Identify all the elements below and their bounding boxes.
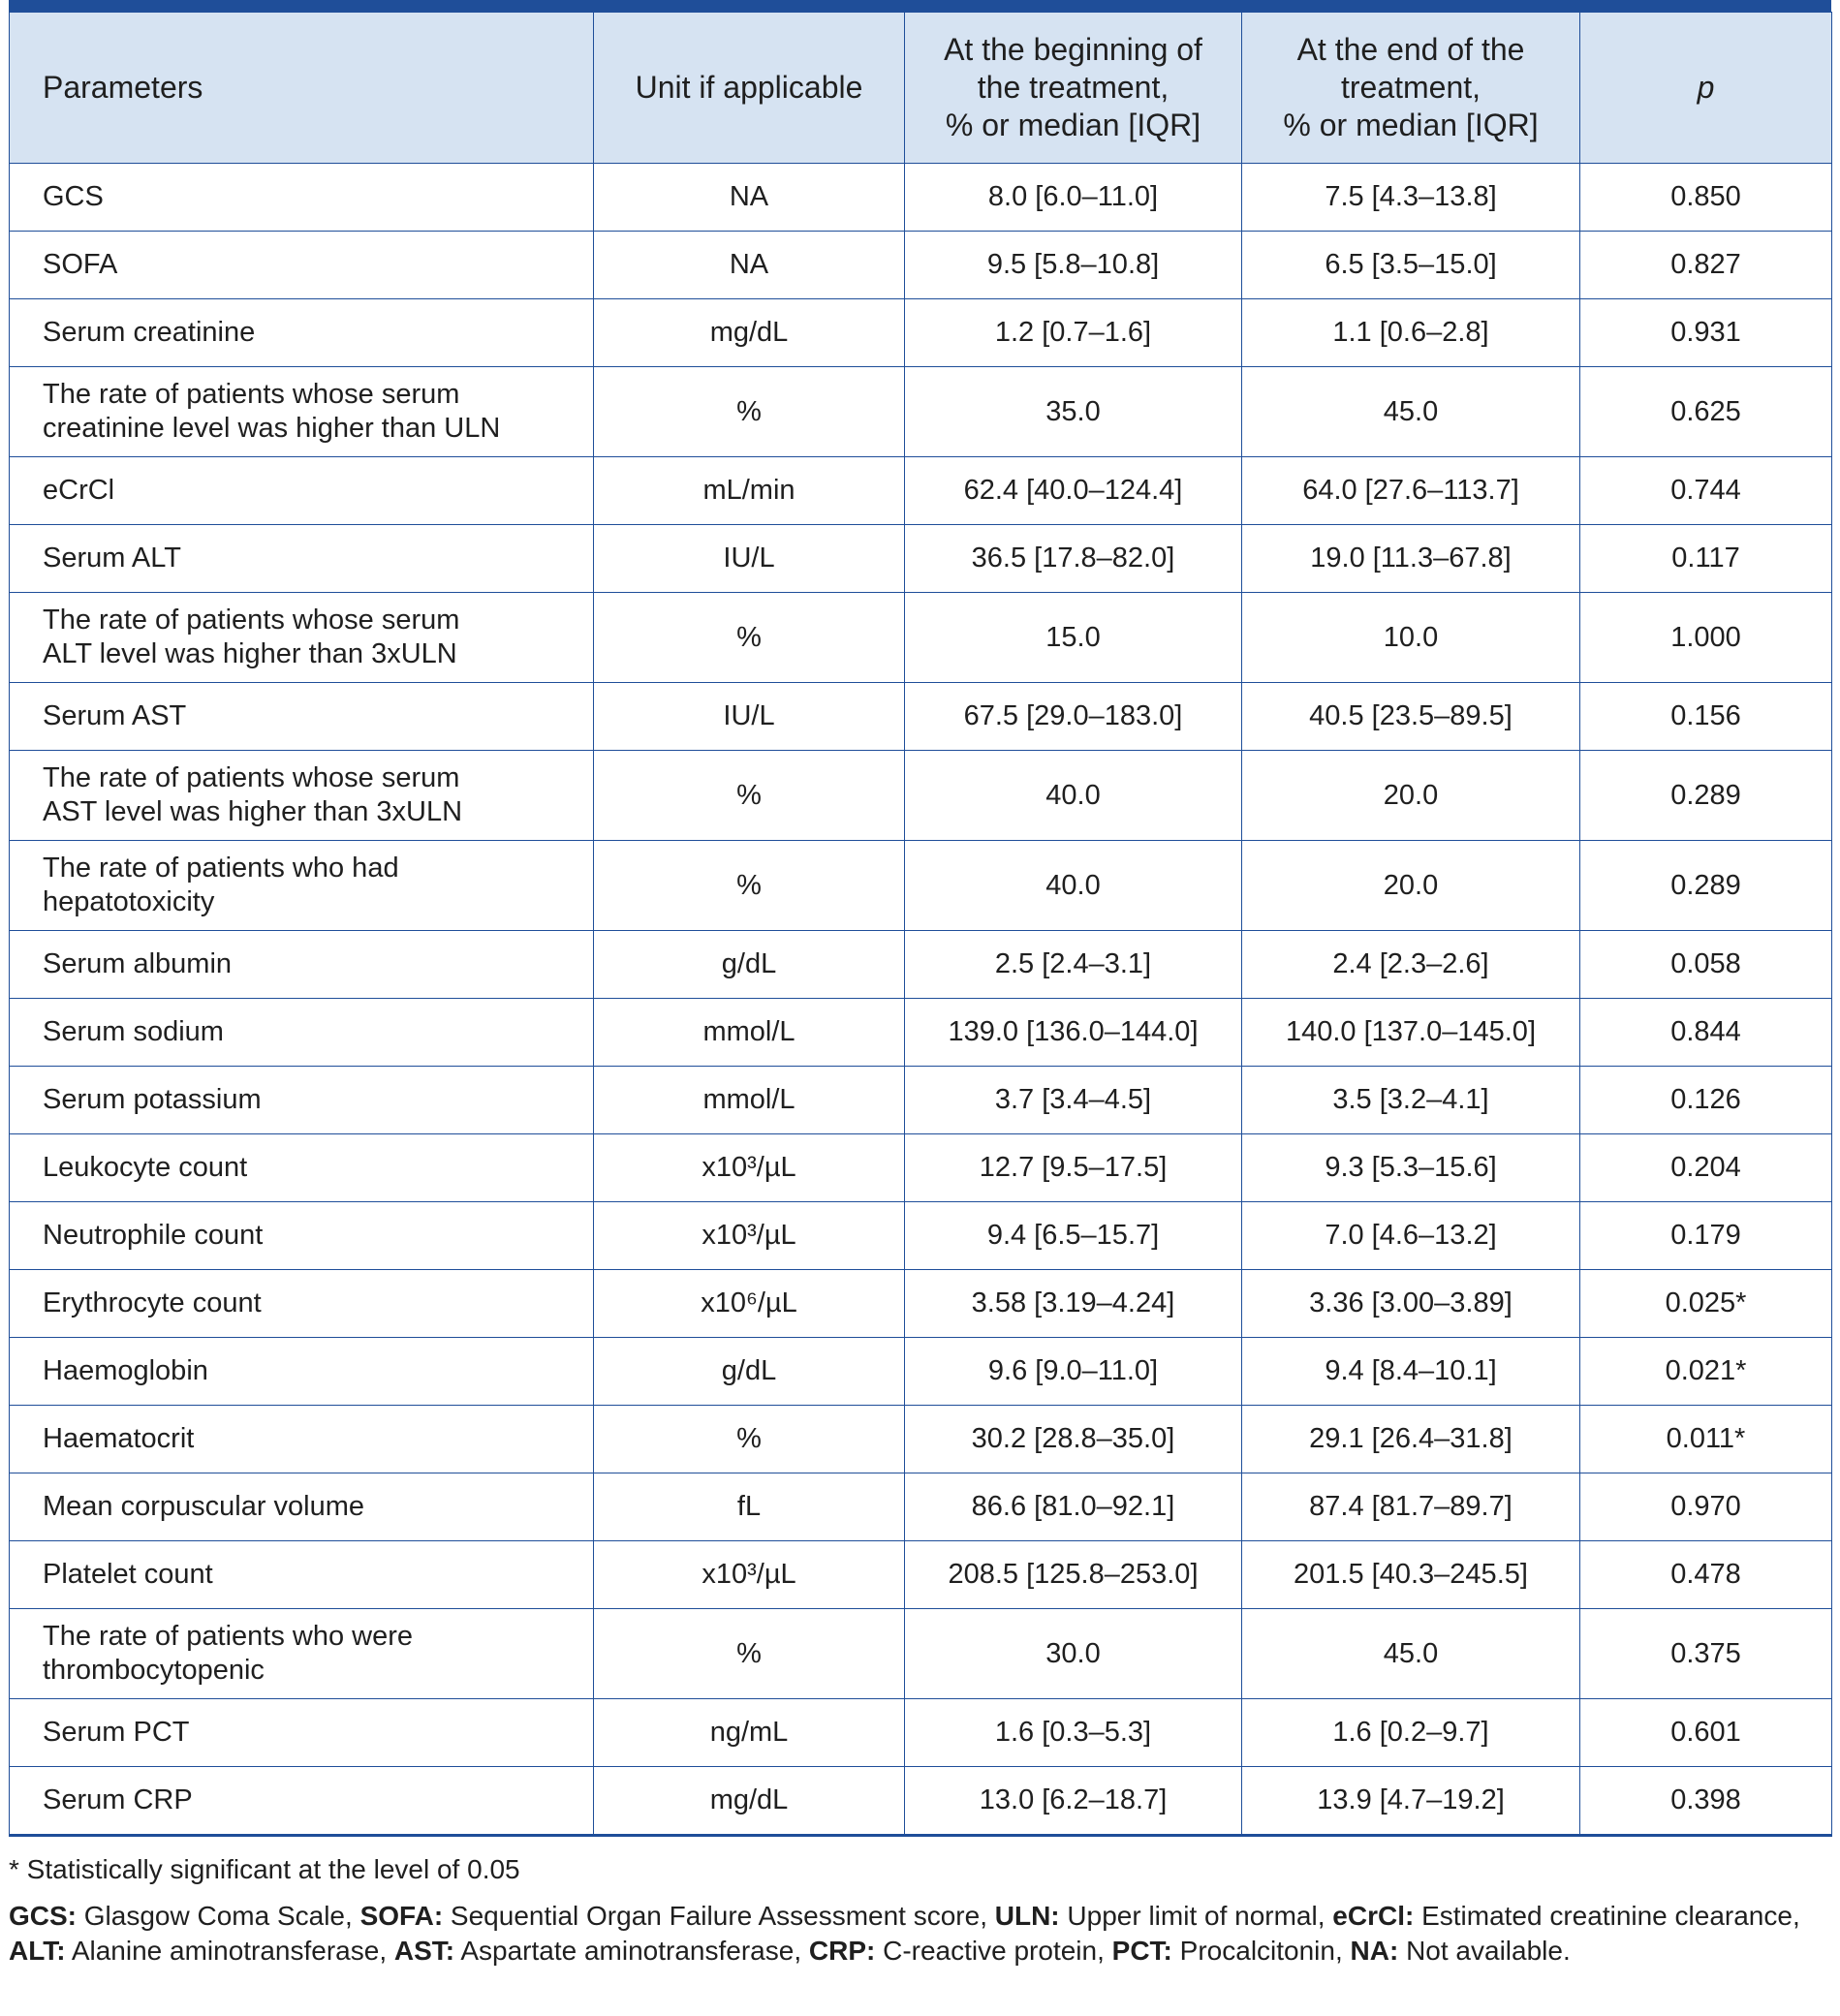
cell-beginning-value: 139.0 [136.0–144.0]: [905, 999, 1242, 1067]
cell-parameter: [10, 683, 594, 751]
abbreviations-note: [9, 1899, 1831, 1969]
cell-beginning-value: 8.0 [6.0–11.0]: [905, 164, 1242, 232]
header-parameters: Parameters: [10, 13, 594, 164]
parameter-line: Serum CRP: [43, 1784, 193, 1815]
cell-unit: IU/L: [594, 683, 905, 751]
cell-unit: IU/L: [594, 525, 905, 593]
cell-unit: x10³/µL: [594, 1134, 905, 1202]
table-header: [10, 13, 1832, 164]
cell-end-value: 19.0 [11.3–67.8]: [1242, 525, 1580, 593]
cell-parameter: [10, 841, 594, 931]
abbreviation-term: NA:: [1350, 1936, 1399, 1966]
cell-unit: mmol/L: [594, 999, 905, 1067]
cell-unit: mmol/L: [594, 1067, 905, 1134]
abbreviation-definition: Upper limit of normal,: [1059, 1901, 1333, 1931]
cell-parameter: [10, 1134, 594, 1202]
parameter-line: creatinine level was higher than ULN: [43, 413, 501, 444]
parameter-line: AST level was higher than 3xULN: [43, 796, 463, 827]
cell-unit: x10³/µL: [594, 1541, 905, 1609]
cell-beginning-value: 67.5 [29.0–183.0]: [905, 683, 1242, 751]
table-row: [10, 593, 1832, 683]
cell-end-value: 3.36 [3.00–3.89]: [1242, 1270, 1580, 1338]
cell-beginning-value: 3.7 [3.4–4.5]: [905, 1067, 1242, 1134]
parameter-line: ALT level was higher than 3xULN: [43, 638, 457, 669]
cell-parameter: [10, 457, 594, 525]
abbreviation-term: eCrCl:: [1332, 1901, 1415, 1931]
cell-beginning-value: 9.4 [6.5–15.7]: [905, 1202, 1242, 1270]
cell-p-value: 0.850: [1580, 164, 1832, 232]
table-row: [10, 1699, 1832, 1767]
cell-unit: NA: [594, 164, 905, 232]
cell-parameter: [10, 1270, 594, 1338]
cell-beginning-value: 3.58 [3.19–4.24]: [905, 1270, 1242, 1338]
table-row: [10, 1202, 1832, 1270]
cell-beginning-value: 40.0: [905, 751, 1242, 841]
parameter-line: SOFA: [43, 249, 118, 280]
cell-end-value: 9.4 [8.4–10.1]: [1242, 1338, 1580, 1406]
table-container: [9, 0, 1831, 1969]
table-row: [10, 1338, 1832, 1406]
table-row: [10, 457, 1832, 525]
cell-parameter: [10, 1541, 594, 1609]
abbreviation-term: CRP:: [808, 1936, 876, 1966]
cell-unit: x10⁶/µL: [594, 1270, 905, 1338]
cell-beginning-value: 86.6 [81.0–92.1]: [905, 1473, 1242, 1541]
cell-beginning-value: 1.2 [0.7–1.6]: [905, 299, 1242, 367]
parameter-line: Serum potassium: [43, 1084, 262, 1115]
table-footnotes: [9, 1852, 1831, 1969]
cell-unit: g/dL: [594, 931, 905, 999]
cell-end-value: 45.0: [1242, 1609, 1580, 1699]
cell-parameter: [10, 1699, 594, 1767]
cell-p-value: 0.126: [1580, 1067, 1832, 1134]
cell-unit: fL: [594, 1473, 905, 1541]
cell-beginning-value: 36.5 [17.8–82.0]: [905, 525, 1242, 593]
cell-parameter: [10, 751, 594, 841]
cell-parameter: [10, 1609, 594, 1699]
cell-p-value: 0.478: [1580, 1541, 1832, 1609]
table-row: [10, 299, 1832, 367]
parameter-line: Platelet count: [43, 1559, 213, 1590]
parameter-line: Serum sodium: [43, 1016, 224, 1047]
cell-p-value: 1.000: [1580, 593, 1832, 683]
cell-parameter: [10, 1473, 594, 1541]
cell-end-value: 3.5 [3.2–4.1]: [1242, 1067, 1580, 1134]
table-row: [10, 1406, 1832, 1473]
table-row: [10, 367, 1832, 457]
abbreviation-term: AST:: [393, 1936, 455, 1966]
results-table: [9, 12, 1832, 1837]
table-row: [10, 1767, 1832, 1836]
parameter-line: Serum PCT: [43, 1717, 190, 1748]
abbreviation-term: ULN:: [994, 1901, 1060, 1931]
abbreviation-definition: Not available.: [1398, 1936, 1571, 1966]
cell-end-value: 87.4 [81.7–89.7]: [1242, 1473, 1580, 1541]
cell-end-value: 13.9 [4.7–19.2]: [1242, 1767, 1580, 1836]
cell-unit: g/dL: [594, 1338, 905, 1406]
table-row: [10, 841, 1832, 931]
table-row: [10, 683, 1832, 751]
table-row: [10, 164, 1832, 232]
cell-parameter: [10, 525, 594, 593]
cell-p-value: 0.970: [1580, 1473, 1832, 1541]
table-row: [10, 1473, 1832, 1541]
parameter-line: eCrCl: [43, 475, 115, 506]
table-row: [10, 1134, 1832, 1202]
parameter-line: Haematocrit: [43, 1423, 195, 1454]
cell-end-value: 20.0: [1242, 841, 1580, 931]
cell-p-value: 0.117: [1580, 525, 1832, 593]
cell-p-value: 0.289: [1580, 841, 1832, 931]
table-row: [10, 232, 1832, 299]
cell-parameter: [10, 367, 594, 457]
parameter-line: hepatotoxicity: [43, 886, 215, 917]
parameter-line: Serum creatinine: [43, 317, 256, 348]
cell-unit: mL/min: [594, 457, 905, 525]
cell-parameter: [10, 931, 594, 999]
cell-parameter: [10, 593, 594, 683]
header-beginning-line: the treatment,: [977, 70, 1169, 105]
cell-beginning-value: 35.0: [905, 367, 1242, 457]
cell-end-value: 7.5 [4.3–13.8]: [1242, 164, 1580, 232]
cell-p-value: 0.398: [1580, 1767, 1832, 1836]
header-end-line: treatment,: [1340, 70, 1481, 105]
cell-end-value: 10.0: [1242, 593, 1580, 683]
cell-end-value: 29.1 [26.4–31.8]: [1242, 1406, 1580, 1473]
abbreviation-term: SOFA:: [359, 1901, 444, 1931]
abbreviation-definition: Procalcitonin,: [1171, 1936, 1351, 1966]
table-row: [10, 1270, 1832, 1338]
cell-unit: x10³/µL: [594, 1202, 905, 1270]
abbreviation-term: GCS:: [9, 1901, 77, 1931]
cell-beginning-value: 62.4 [40.0–124.4]: [905, 457, 1242, 525]
abbreviation-definition: Alanine aminotransferase,: [65, 1936, 394, 1966]
abbreviation-term: ALT:: [9, 1936, 66, 1966]
significance-note: * Statistically significant at the level of 0.05: [9, 1854, 520, 1884]
cell-p-value: 0.375: [1580, 1609, 1832, 1699]
cell-p-value: 0.931: [1580, 299, 1832, 367]
parameter-line: Haemoglobin: [43, 1355, 208, 1386]
header-end: [1242, 13, 1580, 164]
cell-beginning-value: 30.0: [905, 1609, 1242, 1699]
parameter-line: Serum albumin: [43, 948, 233, 979]
cell-parameter: [10, 299, 594, 367]
parameter-line: The rate of patients whose serum: [43, 762, 460, 793]
header-end-line: At the end of the: [1296, 32, 1525, 67]
cell-end-value: 1.6 [0.2–9.7]: [1242, 1699, 1580, 1767]
abbreviation-definition: Sequential Organ Failure Assessment score,: [443, 1901, 995, 1931]
cell-p-value: 0.021*: [1580, 1338, 1832, 1406]
cell-unit: ng/mL: [594, 1699, 905, 1767]
parameter-line: Serum AST: [43, 700, 187, 731]
cell-end-value: 64.0 [27.6–113.7]: [1242, 457, 1580, 525]
cell-parameter: [10, 164, 594, 232]
cell-p-value: 0.156: [1580, 683, 1832, 751]
cell-p-value: 0.025*: [1580, 1270, 1832, 1338]
cell-parameter: [10, 1767, 594, 1836]
cell-p-value: 0.289: [1580, 751, 1832, 841]
cell-end-value: 140.0 [137.0–145.0]: [1242, 999, 1580, 1067]
parameter-line: The rate of patients who had: [43, 853, 399, 884]
abbreviation-definition: C-reactive protein,: [875, 1936, 1112, 1966]
parameter-line: The rate of patients who were: [43, 1621, 414, 1652]
cell-end-value: 2.4 [2.3–2.6]: [1242, 931, 1580, 999]
abbreviation-definition: Glasgow Coma Scale,: [77, 1901, 360, 1931]
parameter-line: The rate of patients whose serum: [43, 605, 460, 636]
cell-unit: mg/dL: [594, 1767, 905, 1836]
parameter-line: thrombocytopenic: [43, 1655, 265, 1686]
cell-parameter: [10, 1202, 594, 1270]
table-row: [10, 751, 1832, 841]
parameter-line: The rate of patients whose serum: [43, 379, 460, 410]
cell-end-value: 40.5 [23.5–89.5]: [1242, 683, 1580, 751]
parameter-line: Serum ALT: [43, 543, 181, 574]
cell-parameter: [10, 999, 594, 1067]
cell-beginning-value: 9.5 [5.8–10.8]: [905, 232, 1242, 299]
cell-unit: %: [594, 593, 905, 683]
cell-p-value: 0.601: [1580, 1699, 1832, 1767]
parameter-line: GCS: [43, 181, 104, 212]
cell-beginning-value: 208.5 [125.8–253.0]: [905, 1541, 1242, 1609]
cell-beginning-value: 12.7 [9.5–17.5]: [905, 1134, 1242, 1202]
cell-unit: %: [594, 751, 905, 841]
parameter-line: Neutrophile count: [43, 1220, 264, 1251]
cell-end-value: 20.0: [1242, 751, 1580, 841]
header-beginning-line: At the beginning of: [944, 32, 1202, 67]
cell-unit: %: [594, 1609, 905, 1699]
cell-p-value: 0.179: [1580, 1202, 1832, 1270]
cell-end-value: 9.3 [5.3–15.6]: [1242, 1134, 1580, 1202]
cell-parameter: [10, 1067, 594, 1134]
header-beginning-line: % or median [IQR]: [945, 108, 1201, 142]
header-row: [10, 13, 1832, 164]
cell-unit: mg/dL: [594, 299, 905, 367]
cell-beginning-value: 15.0: [905, 593, 1242, 683]
cell-end-value: 45.0: [1242, 367, 1580, 457]
cell-parameter: [10, 232, 594, 299]
cell-beginning-value: 2.5 [2.4–3.1]: [905, 931, 1242, 999]
header-beginning: [905, 13, 1242, 164]
table-top-rule: [9, 0, 1831, 12]
table-row: [10, 1541, 1832, 1609]
cell-unit: NA: [594, 232, 905, 299]
header-unit: Unit if applicable: [594, 13, 905, 164]
cell-p-value: 0.844: [1580, 999, 1832, 1067]
cell-end-value: 201.5 [40.3–245.5]: [1242, 1541, 1580, 1609]
table-row: [10, 525, 1832, 593]
abbreviation-term: PCT:: [1111, 1936, 1172, 1966]
parameter-line: Mean corpuscular volume: [43, 1491, 365, 1522]
parameter-line: Leukocyte count: [43, 1152, 248, 1183]
cell-end-value: 1.1 [0.6–2.8]: [1242, 299, 1580, 367]
cell-p-value: 0.625: [1580, 367, 1832, 457]
table-row: [10, 999, 1832, 1067]
table-row: [10, 1067, 1832, 1134]
header-p-value: p: [1580, 13, 1832, 164]
table-body: [10, 164, 1832, 1836]
cell-p-value: 0.011*: [1580, 1406, 1832, 1473]
cell-beginning-value: 30.2 [28.8–35.0]: [905, 1406, 1242, 1473]
table-row: [10, 1609, 1832, 1699]
cell-beginning-value: 1.6 [0.3–5.3]: [905, 1699, 1242, 1767]
cell-parameter: [10, 1406, 594, 1473]
cell-parameter: [10, 1338, 594, 1406]
cell-p-value: 0.058: [1580, 931, 1832, 999]
cell-beginning-value: 13.0 [6.2–18.7]: [905, 1767, 1242, 1836]
cell-end-value: 7.0 [4.6–13.2]: [1242, 1202, 1580, 1270]
parameter-line: Erythrocyte count: [43, 1287, 262, 1318]
cell-p-value: 0.744: [1580, 457, 1832, 525]
cell-beginning-value: 40.0: [905, 841, 1242, 931]
cell-beginning-value: 9.6 [9.0–11.0]: [905, 1338, 1242, 1406]
cell-p-value: 0.204: [1580, 1134, 1832, 1202]
table-row: [10, 931, 1832, 999]
cell-p-value: 0.827: [1580, 232, 1832, 299]
cell-unit: %: [594, 367, 905, 457]
abbreviation-definition: Estimated creatinine clearance,: [1414, 1901, 1800, 1931]
abbreviation-definition: Aspartate aminotransferase,: [454, 1936, 809, 1966]
header-end-line: % or median [IQR]: [1283, 108, 1539, 142]
cell-unit: %: [594, 841, 905, 931]
cell-unit: %: [594, 1406, 905, 1473]
cell-end-value: 6.5 [3.5–15.0]: [1242, 232, 1580, 299]
